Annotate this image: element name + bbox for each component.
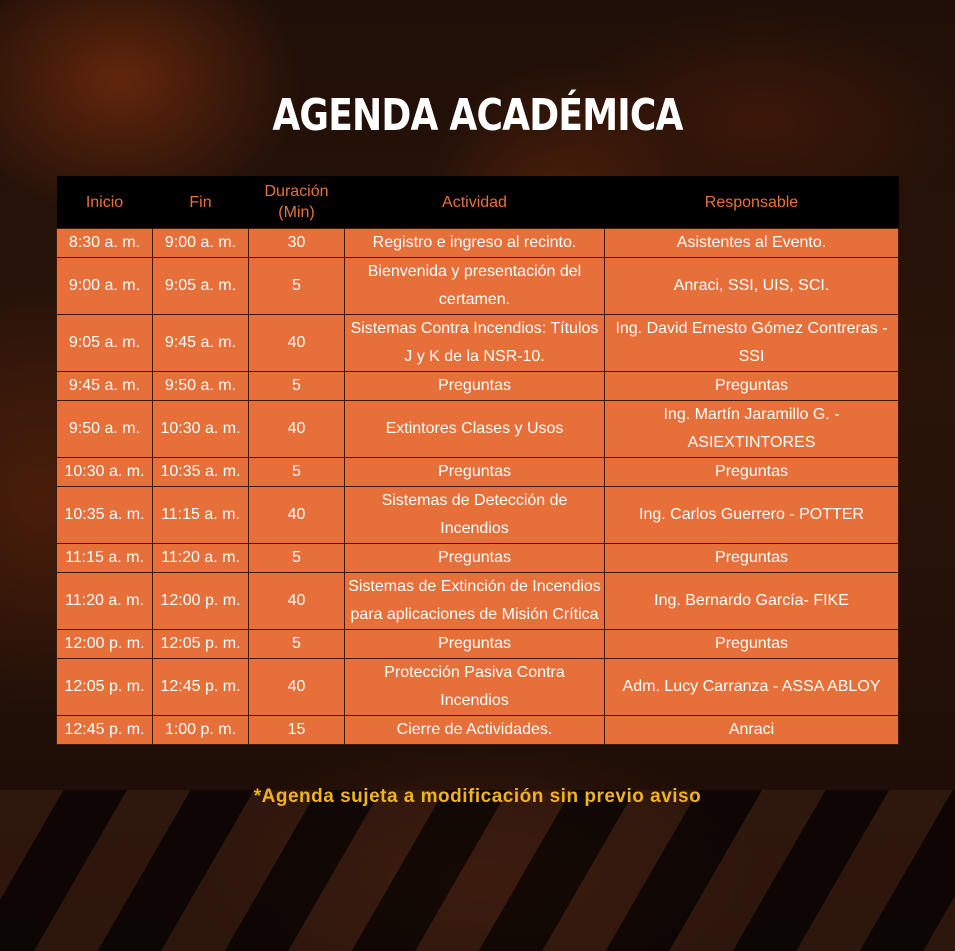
cell-fin: 1:00 p. m. bbox=[153, 716, 249, 745]
header-responsable: Responsable bbox=[605, 176, 899, 229]
cell-responsable: Asistentes al Evento. bbox=[605, 229, 899, 258]
cell-duracion: 40 bbox=[249, 659, 345, 716]
table-row bbox=[57, 716, 899, 745]
header-fin: Fin bbox=[153, 176, 249, 229]
cell-fin: 10:30 a. m. bbox=[153, 401, 249, 458]
cell-actividad: Preguntas bbox=[345, 458, 605, 487]
cell-responsable: Adm. Lucy Carranza - ASSA ABLOY bbox=[605, 659, 899, 716]
cell-inicio: 9:00 a. m. bbox=[57, 258, 153, 315]
cell-actividad: Preguntas bbox=[345, 630, 605, 659]
cell-duracion: 15 bbox=[249, 716, 345, 745]
cell-duracion: 40 bbox=[249, 401, 345, 458]
cell-inicio: 8:30 a. m. bbox=[57, 229, 153, 258]
cell-duracion: 40 bbox=[249, 315, 345, 372]
cell-actividad: Sistemas de Detección de Incendios bbox=[345, 487, 605, 544]
background-stripes bbox=[0, 790, 955, 951]
cell-fin: 9:50 a. m. bbox=[153, 372, 249, 401]
table-row bbox=[57, 544, 899, 573]
table-row bbox=[57, 487, 899, 544]
table-row bbox=[57, 630, 899, 659]
table-row bbox=[57, 315, 899, 372]
cell-actividad: Protección Pasiva Contra Incendios bbox=[345, 659, 605, 716]
cell-duracion: 5 bbox=[249, 372, 345, 401]
cell-fin: 12:45 p. m. bbox=[153, 659, 249, 716]
cell-fin: 9:45 a. m. bbox=[153, 315, 249, 372]
cell-inicio: 12:05 p. m. bbox=[57, 659, 153, 716]
cell-inicio: 11:15 a. m. bbox=[57, 544, 153, 573]
cell-inicio: 9:50 a. m. bbox=[57, 401, 153, 458]
cell-actividad: Preguntas bbox=[345, 372, 605, 401]
table-row bbox=[57, 258, 899, 315]
table-row bbox=[57, 659, 899, 716]
cell-responsable: Preguntas bbox=[605, 544, 899, 573]
table-row bbox=[57, 229, 899, 258]
cell-inicio: 12:45 p. m. bbox=[57, 716, 153, 745]
cell-responsable: Anraci, SSI, UIS, SCI. bbox=[605, 258, 899, 315]
cell-actividad: Preguntas bbox=[345, 544, 605, 573]
cell-responsable: Preguntas bbox=[605, 630, 899, 659]
cell-fin: 12:00 p. m. bbox=[153, 573, 249, 630]
cell-responsable: Ing. David Ernesto Gómez Contreras - SSI bbox=[605, 315, 899, 372]
cell-inicio: 10:35 a. m. bbox=[57, 487, 153, 544]
cell-fin: 9:00 a. m. bbox=[153, 229, 249, 258]
cell-inicio: 10:30 a. m. bbox=[57, 458, 153, 487]
table-row bbox=[57, 372, 899, 401]
cell-duracion: 40 bbox=[249, 487, 345, 544]
table-row bbox=[57, 458, 899, 487]
cell-fin: 9:05 a. m. bbox=[153, 258, 249, 315]
cell-fin: 12:05 p. m. bbox=[153, 630, 249, 659]
cell-responsable: Preguntas bbox=[605, 372, 899, 401]
table-row bbox=[57, 401, 899, 458]
cell-responsable: Ing. Carlos Guerrero - POTTER bbox=[605, 487, 899, 544]
cell-responsable: Ing. Martín Jaramillo G. - ASIEXTINTORES bbox=[605, 401, 899, 458]
cell-inicio: 9:05 a. m. bbox=[57, 315, 153, 372]
cell-duracion: 30 bbox=[249, 229, 345, 258]
cell-inicio: 12:00 p. m. bbox=[57, 630, 153, 659]
agenda-table bbox=[56, 176, 899, 745]
header-inicio: Inicio bbox=[57, 176, 153, 229]
cell-actividad: Extintores Clases y Usos bbox=[345, 401, 605, 458]
cell-duracion: 5 bbox=[249, 458, 345, 487]
header-duracion: Duración (Min) bbox=[249, 176, 345, 229]
cell-actividad: Bienvenida y presentación del certamen. bbox=[345, 258, 605, 315]
cell-inicio: 9:45 a. m. bbox=[57, 372, 153, 401]
cell-fin: 11:20 a. m. bbox=[153, 544, 249, 573]
header-actividad: Actividad bbox=[345, 176, 605, 229]
page-title: AGENDA ACADÉMICA bbox=[272, 90, 683, 141]
cell-inicio: 11:20 a. m. bbox=[57, 573, 153, 630]
cell-actividad: Sistemas Contra Incendios: Títulos J y K de la NSR-10. bbox=[345, 315, 605, 372]
disclaimer-note: *Agenda sujeta a modificación sin previo aviso bbox=[253, 786, 702, 807]
cell-fin: 11:15 a. m. bbox=[153, 487, 249, 544]
cell-fin: 10:35 a. m. bbox=[153, 458, 249, 487]
cell-responsable: Preguntas bbox=[605, 458, 899, 487]
cell-actividad: Cierre de Actividades. bbox=[345, 716, 605, 745]
cell-actividad: Sistemas de Extinción de Incendios para aplicaciones de Misión Crítica bbox=[345, 573, 605, 630]
cell-duracion: 5 bbox=[249, 258, 345, 315]
cell-duracion: 5 bbox=[249, 630, 345, 659]
cell-actividad: Registro e ingreso al recinto. bbox=[345, 229, 605, 258]
table-row bbox=[57, 573, 899, 630]
cell-duracion: 5 bbox=[249, 544, 345, 573]
cell-responsable: Ing. Bernardo García- FIKE bbox=[605, 573, 899, 630]
agenda-body bbox=[57, 229, 899, 745]
table-header-row bbox=[57, 176, 899, 229]
cell-responsable: Anraci bbox=[605, 716, 899, 745]
cell-duracion: 40 bbox=[249, 573, 345, 630]
